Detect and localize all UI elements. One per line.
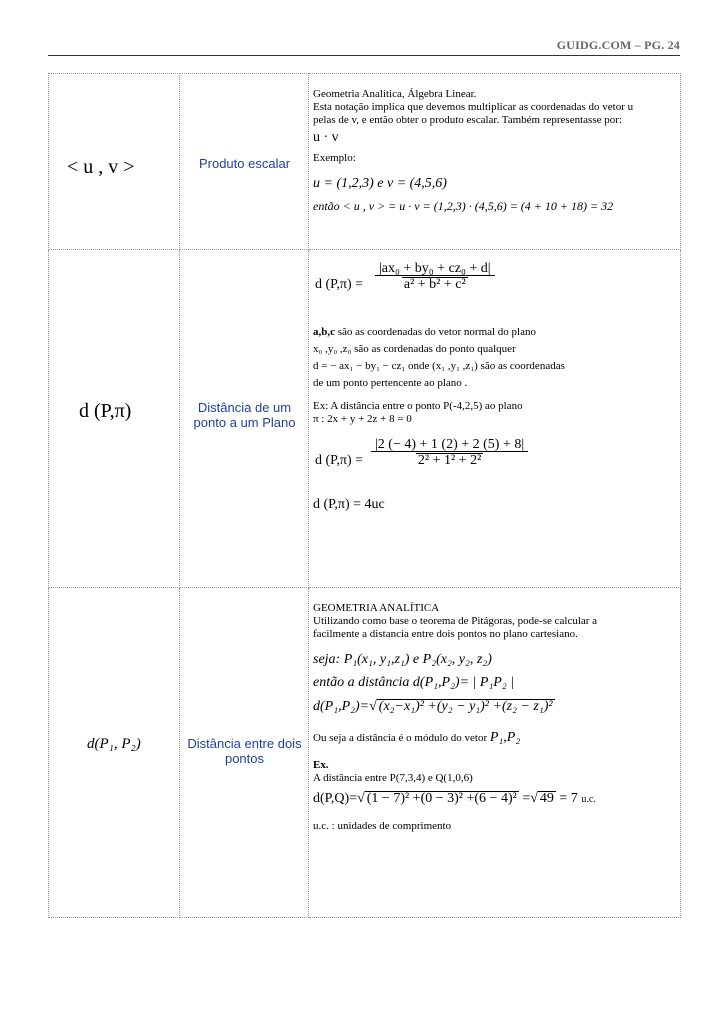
text-line: Geometria Analítica, Álgebra Linear. bbox=[313, 88, 477, 100]
content-cell bbox=[309, 588, 681, 918]
module-vector: P₁,P₂ bbox=[489, 730, 521, 745]
example-result: então < u , v > = u · v = (1,2,3) · (4,5,6) = (4 + 10 + 18) = 32 bbox=[313, 199, 614, 213]
table-row bbox=[49, 588, 681, 918]
coef-bold: a,b,c bbox=[313, 326, 335, 338]
symbol-point-plane: d (P,π) bbox=[79, 400, 132, 422]
distance-formula bbox=[313, 262, 675, 310]
dot-notation: u · v bbox=[313, 130, 339, 145]
points-def: seja: P₁(x₁, y₁,z₁) e P₂(x₂, y₂, z₂) bbox=[313, 652, 492, 667]
content-cell bbox=[309, 74, 681, 250]
description-cell bbox=[180, 250, 309, 588]
header-dash: – bbox=[634, 38, 641, 52]
page-header bbox=[557, 38, 680, 53]
calc-denominator: 2² + 1² + 2² bbox=[417, 453, 482, 468]
ex-left: d(P,Q)= bbox=[313, 791, 358, 806]
calc-left: d (P,π) = bbox=[315, 453, 364, 468]
example-distance: d(P,Q)=√ (1 − 7)² +(0 − 3)² +(6 − 4)² =√ 49 = 7 u.c. bbox=[313, 791, 596, 806]
header-rule bbox=[48, 55, 680, 56]
calc-fraction bbox=[371, 438, 528, 467]
text-line: pelas de v, e então obter o produto escalar. Também representasse por: bbox=[313, 114, 622, 126]
formula-fraction bbox=[375, 262, 495, 291]
text-line: Esta notação implica que devemos multiplicar as coordenadas do vetor u bbox=[313, 101, 634, 113]
unit-note: u.c. : unidades de comprimento bbox=[313, 820, 452, 832]
example-label: Ex. bbox=[313, 759, 329, 771]
text-line: Ex: A distância entre o ponto P(-4,2,5) ao plano bbox=[313, 400, 523, 412]
dist-left: d(P₁,P₂)= bbox=[313, 699, 370, 714]
text-line: d = − ax₁ − by₁ − cz₁ onde (x₁ ,y₁ ,z₁) são as coordenadas bbox=[313, 360, 565, 372]
dist-radicand: (x₂−x₁)² +(y₂ − y₁)² +(z₂ − z₁)² bbox=[378, 699, 553, 714]
formula-left: d (P,π) = bbox=[315, 277, 364, 292]
text-line: π : 2x + y + 2z + 8 = 0 bbox=[313, 413, 412, 425]
symbol-dot-product: < u , v > bbox=[67, 156, 135, 178]
text-line bbox=[313, 326, 675, 339]
description-cell bbox=[180, 74, 309, 250]
ex-radicand: (1 − 7)² +(0 − 3)² +(6 − 4)² bbox=[366, 791, 517, 806]
symbol-cell bbox=[49, 74, 180, 250]
content-cell bbox=[309, 250, 681, 588]
coef-text: são as coordenadas do vetor normal do plano bbox=[335, 326, 536, 338]
text-line: facilmente a distancia entre dois pontos no plano cartesiano. bbox=[313, 628, 578, 640]
distance-formula-3d: d(P₁,P₂)=√ (x₂−x₁)² +(y₂ − y₁)² +(z₂ − z₁)² bbox=[313, 699, 553, 714]
description-point-plane: Distância de um ponto a um Plano bbox=[193, 400, 296, 430]
text-line bbox=[313, 731, 675, 745]
page-number: PG. 24 bbox=[644, 38, 680, 52]
calc-numerator: |2 (− 4) + 1 (2) + 2 (5) + 8| bbox=[371, 438, 528, 452]
calc-result: d (P,π) = 4uc bbox=[313, 497, 385, 512]
module-text: Ou seja a distância é o módulo do vetor bbox=[313, 732, 488, 744]
table-row bbox=[49, 74, 681, 250]
formula-denominator: a² + b² + c² bbox=[403, 277, 466, 292]
ex-equals: = bbox=[522, 791, 531, 806]
text-line: Utilizando como base o teorema de Pitágoras, pode-se calcular a bbox=[313, 615, 598, 627]
section-title: GEOMETRIA ANALÍTICA bbox=[313, 602, 440, 614]
ex-result: = 7 bbox=[559, 791, 578, 806]
description-dot-product: Produto escalar bbox=[198, 156, 291, 171]
text-line: de um ponto pertencente ao plano . bbox=[313, 377, 468, 389]
symbol-cell bbox=[49, 250, 180, 588]
description-cell bbox=[180, 588, 309, 918]
distance-def: então a distância d(P₁,P₂)= | P₁P₂ | bbox=[313, 675, 515, 690]
example-label: Exemplo: bbox=[313, 152, 356, 164]
site-name: GUIDG.COM bbox=[556, 38, 632, 52]
text-line: A distância entre P(7,3,4) e Q(1,0,6) bbox=[313, 772, 473, 784]
symbol-cell bbox=[49, 588, 180, 918]
formula-table bbox=[48, 73, 681, 918]
text-line: x₀ ,y₀ ,z₀ são as cordenadas do ponto qualquer bbox=[313, 343, 516, 355]
table-row bbox=[49, 250, 681, 588]
ex-unit: u.c. bbox=[581, 794, 596, 805]
example-calc bbox=[313, 438, 675, 488]
ex-radicand-2: 49 bbox=[539, 791, 554, 806]
symbol-two-points: d(P₁, P₂) bbox=[87, 736, 141, 752]
formula-numerator: |ax₀ + by₀ + cz₀ + d| bbox=[375, 262, 495, 276]
example-vectors: u = (1,2,3) e v = (4,5,6) bbox=[313, 176, 447, 191]
description-two-points: Distância entre dois pontos bbox=[187, 736, 302, 766]
